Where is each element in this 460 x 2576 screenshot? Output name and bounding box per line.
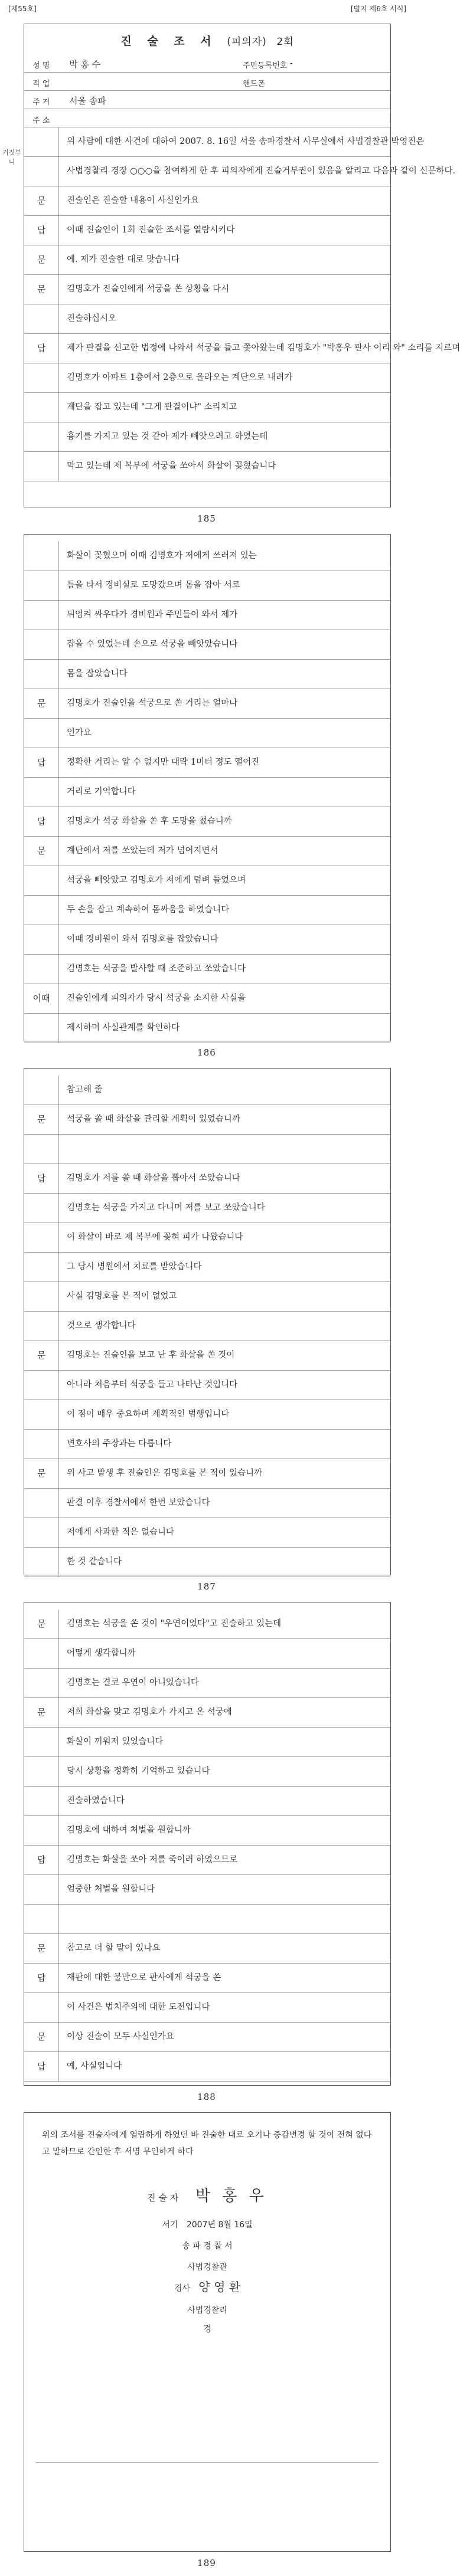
- statement-line: [24, 925, 390, 955]
- officer1-signature: 경사 양 영 환: [174, 2280, 241, 2294]
- line-marker: [24, 1757, 59, 1786]
- line-marker: [24, 1993, 59, 2022]
- page-186: [24, 534, 391, 1041]
- line-marker: 문: [24, 689, 59, 718]
- statement-line: [24, 1253, 390, 1282]
- line-text: 예, 사실입니다: [67, 2062, 122, 2071]
- line-text: 예. 제가 진술한 대로 맞습니다: [67, 255, 180, 264]
- line-marker: 답: [24, 1846, 59, 1874]
- page-187: [24, 1068, 391, 1575]
- line-text: 화살이 꽂혔으며 이때 김명호가 저에게 쓰러져 있는: [67, 551, 257, 561]
- line-text: 김명호에 대하여 처벌을 원합니까: [67, 1826, 191, 1835]
- line-text: 어떻게 생각합니까: [67, 1648, 136, 1658]
- line-marker: [24, 1223, 59, 1252]
- statement-line: [24, 1014, 390, 1043]
- statement-line: [24, 2023, 390, 2052]
- line-text: 막고 있는데 제 복부에 석궁을 쏘아서 화살이 꽂혔습니다: [67, 461, 276, 471]
- line-text: 저에게 사과한 적은 없습니다: [67, 1528, 174, 1537]
- left-margin-note: 거짓부니: [2, 149, 21, 166]
- line-text: 김명호는 석궁을 쏜 것이 "우연이었다"고 진술하고 있는데: [67, 1619, 282, 1628]
- info-name-row: 성 명 박 홍 수 주민등록번호 -: [24, 54, 390, 73]
- line-text: 잡을 수 있었는데 손으로 석궁을 빼앗았습니다: [67, 640, 238, 649]
- line-marker: 문: [24, 1341, 59, 1370]
- officer1-title: 사법경찰관: [187, 2263, 227, 2272]
- page-189: [24, 2112, 391, 2552]
- officer2-rank: 경: [203, 2325, 211, 2334]
- statement-line: [24, 1489, 390, 1518]
- line-text: 진술하십시오: [67, 314, 117, 323]
- line-marker: 문: [24, 1459, 59, 1488]
- info-address2-row: 주 소: [24, 109, 390, 127]
- date-row: 서기 2007년 8월 16일: [162, 2220, 253, 2230]
- line-marker: [24, 571, 59, 600]
- statement-line: [24, 216, 390, 245]
- line-text: 두 손을 잡고 계속하여 몸싸움을 하였습니다: [67, 905, 230, 915]
- divider: [36, 2462, 379, 2463]
- line-text: 제시하며 사실관계를 확인하다: [67, 1023, 180, 1033]
- statement-line: [24, 245, 390, 275]
- statement-line: [24, 1698, 390, 1728]
- line-text: 김명호가 석궁 화살을 쏜 후 도망을 쳤습니까: [67, 817, 232, 826]
- statement-line: [24, 334, 460, 363]
- line-marker: [24, 955, 59, 984]
- line-text: 엄중한 처벌을 원합니다: [67, 1885, 155, 1894]
- document-title: 진 술 조 서 (피의자) 2회: [120, 35, 294, 48]
- statement-line: [24, 1459, 390, 1489]
- page-185: [24, 24, 460, 507]
- line-marker: [24, 1194, 59, 1223]
- statement-line: [24, 1964, 390, 1993]
- statement-line: [24, 1875, 390, 1905]
- line-text: 저희 화살을 맞고 김명호가 가지고 온 석궁에: [67, 1707, 232, 1717]
- statement-line: [24, 601, 390, 630]
- line-marker: [24, 778, 59, 807]
- line-marker: [24, 1076, 59, 1105]
- statement-line: [24, 807, 390, 837]
- line-text: 이 점이 매우 중요하며 계획적인 범행입니다: [67, 1410, 230, 1419]
- line-marker: [24, 1548, 59, 1577]
- line-text: 한 것 같습니다: [67, 1557, 122, 1566]
- page-186-lines: [24, 542, 390, 1043]
- line-text: 판결 이후 경찰서에서 한번 보았습니다: [67, 1498, 210, 1507]
- statement-line: [24, 304, 390, 334]
- line-marker: [24, 1816, 59, 1845]
- statement-line: [24, 1934, 390, 1964]
- statement-line: [24, 778, 390, 807]
- line-marker: [24, 719, 59, 748]
- statement-line: [24, 1341, 390, 1371]
- statement-line: [24, 837, 390, 866]
- line-marker: 문: [24, 1105, 59, 1134]
- line-marker: [24, 866, 59, 895]
- statement-line: [24, 1312, 390, 1341]
- line-text: 김명호는 석궁을 가지고 다니며 저를 보고 쏘았습니다: [67, 1203, 265, 1212]
- line-marker: [24, 1282, 59, 1311]
- line-text: 계단을 잡고 있는데 "그게 판결이냐" 소리치고: [67, 402, 237, 412]
- line-text: 재판에 대한 불만으로 판사에게 석궁을 쏜: [67, 1973, 221, 1982]
- line-marker: [24, 422, 59, 451]
- line-marker: [24, 1430, 59, 1459]
- statement-line: [24, 571, 390, 601]
- line-text: 김명호가 진술인에게 석궁을 쏜 상황을 다시: [67, 284, 230, 294]
- line-marker: 답: [24, 748, 59, 777]
- line-text: 인가요: [67, 728, 92, 738]
- statement-line: [24, 1610, 390, 1639]
- line-marker: 문: [24, 1934, 59, 1963]
- line-text: 사실 김명호를 본 적이 없었고: [67, 1292, 177, 1301]
- info-address-row: 주 거 서울 송파: [24, 91, 390, 109]
- line-text: 김명호는 화살을 쏘아 저를 죽이려 하였으므로: [67, 1855, 238, 1864]
- line-text: 진술인은 진술할 내용이 사실인가요: [67, 196, 199, 205]
- statement-line: [24, 1194, 390, 1223]
- statement-line: [24, 719, 390, 748]
- statement-line: [24, 1993, 390, 2023]
- statement-line: [24, 452, 390, 481]
- line-text: 참고해 줄: [67, 1085, 103, 1094]
- line-text: 제가 판결을 선고한 법정에 나와서 석궁을 들고 쫓아왔는데 김명호가 "박홍우 판사 이리 와" 소리를 지르며: [67, 343, 460, 353]
- statement-line: [24, 896, 390, 925]
- statement-line: [24, 363, 390, 393]
- statement-line: [24, 1728, 390, 1757]
- line-text: 김명호는 진술인을 보고 난 후 화살을 쏜 것이: [67, 1351, 235, 1360]
- line-text: 것으로 생각합니다: [67, 1321, 136, 1330]
- statement-line: [24, 984, 390, 1014]
- closing-statement: 위의 조서를 진술자에게 열람하게 하였던 바 진술한 대로 오기나 증감변경 할 것이 전혀 없다고 말하므로 간인한 후 서명 무인하게 하다: [42, 2131, 372, 2157]
- line-marker: [24, 925, 59, 954]
- line-text: 이상 진술이 모두 사실인가요: [67, 2032, 174, 2041]
- line-marker: 답: [24, 1164, 59, 1193]
- line-text: 이때 경비원이 와서 김명호를 잡았습니다: [67, 935, 218, 944]
- form-label: [제55호]: [8, 5, 37, 13]
- line-text: 김명호가 아파트 1층에서 2층으로 올라오는 계단으로 내려가: [67, 373, 293, 382]
- statement-line: [24, 1105, 390, 1135]
- statement-line: [24, 689, 390, 719]
- line-marker: [24, 127, 59, 156]
- line-marker: 문: [24, 186, 59, 215]
- page-188-lines: [24, 1610, 390, 2082]
- line-marker: 답: [24, 807, 59, 836]
- line-text: 그 당시 병원에서 치료를 받았습니다: [67, 1262, 202, 1271]
- line-text: 몸을 잡았습니다: [67, 669, 128, 679]
- statement-line: [24, 1518, 390, 1548]
- line-marker: 답: [24, 334, 59, 363]
- line-text: 김명호가 진술인을 석궁으로 쏜 거리는 얼마나: [67, 699, 238, 708]
- line-marker: [24, 601, 59, 630]
- statement-line: [24, 2052, 390, 2082]
- line-marker: [24, 1489, 59, 1518]
- line-text: 김명호가 저를 쏠 때 화살을 뽑아서 쏘았습니다: [67, 1174, 240, 1183]
- statement-line: [24, 186, 390, 216]
- line-marker: [24, 1253, 59, 1282]
- statement-line: [24, 955, 390, 984]
- line-text: 김명호는 석궁을 발사할 때 조준하고 쏘았습니다: [67, 964, 246, 974]
- statement-line: [24, 748, 390, 778]
- statement-line: [24, 1816, 390, 1846]
- line-text: 계단에서 저를 쏘았는데 저가 넘어지면서: [67, 846, 218, 856]
- line-marker: [24, 1014, 59, 1043]
- statement-line: [24, 660, 390, 689]
- line-text: 화살이 끼워져 있었습니다: [67, 1737, 164, 1746]
- line-marker: [24, 1518, 59, 1547]
- line-text: 사법경찰리 경장 ○○○을 참여하게 한 후 피의자에게 진술거부권이 있음을 알리고 다음과 같이 신문하다.: [67, 166, 456, 176]
- police-office: 송 파 경 찰 서: [182, 2241, 233, 2251]
- line-marker: 이때: [24, 984, 59, 1013]
- line-marker: 문: [24, 1698, 59, 1727]
- statement-line: [24, 1846, 390, 1875]
- line-marker: [24, 452, 59, 481]
- statement-line: [24, 630, 390, 660]
- line-text: 변호사의 주장과는 다릅니다: [67, 1439, 172, 1448]
- line-marker: 문: [24, 837, 59, 866]
- line-text: 이때 진술인이 1회 진술한 조서를 열람시키다: [67, 225, 235, 235]
- line-text: 위 사고 발생 후 진술인은 김명호를 본 적이 있습니까: [67, 1469, 263, 1478]
- line-marker: [24, 1905, 59, 1933]
- line-text: 뒤엉켜 싸우다가 경비원과 주민들이 와서 제가: [67, 610, 238, 620]
- page-number-187: 187: [197, 1581, 216, 1592]
- line-text: 김명호는 결코 우연이 아니었습니다: [67, 1678, 199, 1687]
- statement-line: [24, 1223, 390, 1253]
- line-marker: 문: [24, 275, 59, 304]
- line-marker: [24, 1728, 59, 1756]
- line-marker: [24, 1669, 59, 1697]
- line-marker: [24, 1371, 59, 1400]
- line-text: 석궁을 빼앗았고 김명호가 저에게 덤벼 들었으며: [67, 876, 246, 885]
- info-job-row: 직 업 핸드폰: [24, 73, 390, 91]
- statement-line: [24, 1371, 390, 1400]
- line-marker: 문: [24, 245, 59, 274]
- statement-line: [24, 1135, 390, 1164]
- statement-line: [24, 1905, 390, 1934]
- line-text: 진술인에게 피의자가 당시 석궁을 소지한 사실을: [67, 994, 246, 1003]
- page-187-lines: [24, 1076, 390, 1577]
- statement-line: [24, 127, 425, 157]
- line-text: 거리로 기억합니다: [67, 787, 136, 797]
- line-text: 정확한 거리는 알 수 없지만 대략 1미터 정도 떨어진: [67, 758, 260, 767]
- statement-line: [24, 1430, 390, 1459]
- statement-line: [24, 1076, 390, 1105]
- line-text: 이 화살이 바로 제 복부에 꽂혀 피가 나왔습니다: [67, 1233, 243, 1242]
- line-marker: [24, 660, 59, 689]
- statement-line: [24, 866, 390, 896]
- line-marker: [24, 363, 59, 392]
- statement-line: [24, 157, 456, 186]
- officer2-title: 사법경찰리: [187, 2306, 227, 2315]
- page-185-lines: [24, 127, 460, 481]
- statement-line: [24, 1164, 390, 1194]
- line-text: 이 사건은 법치주의에 대한 도전입니다: [67, 2003, 210, 2012]
- line-text: 위 사람에 대한 사건에 대하여 2007. 8. 16일 서울 송파경찰서 사무실에서 사법경찰관 박영진은: [67, 137, 425, 146]
- line-text: 당시 상황을 정확히 기억하고 있습니다: [67, 1767, 210, 1776]
- page-number-189: 189: [197, 2558, 216, 2568]
- line-text: 석궁을 쏠 때 화살을 관리할 계획이 있었습니까: [67, 1115, 240, 1124]
- page-number-185: 185: [197, 513, 216, 524]
- line-marker: [24, 1787, 59, 1815]
- line-marker: 문: [24, 1610, 59, 1638]
- speaker-row: 진 술 자 박 홍 우: [147, 2187, 267, 2205]
- line-marker: [24, 1400, 59, 1429]
- line-marker: [24, 896, 59, 925]
- statement-line: [24, 1639, 390, 1669]
- line-text: 참고로 더 할 말이 있나요: [67, 1944, 161, 1953]
- line-marker: [24, 1639, 59, 1668]
- line-text: 흉기를 가지고 있는 것 같아 제가 빼앗으려고 하였는데: [67, 432, 268, 441]
- page-188: [24, 1602, 391, 2086]
- page-number-188: 188: [197, 2092, 216, 2102]
- line-marker: 답: [24, 216, 59, 245]
- page-number-186: 186: [197, 1047, 216, 1058]
- line-text: 진술하였습니다: [67, 1796, 125, 1805]
- line-text: 틈을 타서 경비실로 도망갔으며 몸을 잡아 서로: [67, 581, 240, 590]
- statement-line: [24, 1400, 390, 1430]
- line-text: 아니라 처음부터 석궁을 들고 나타난 것입니다: [67, 1380, 238, 1389]
- statement-line: [24, 1282, 390, 1312]
- line-marker: [24, 542, 59, 571]
- statement-line: [24, 275, 390, 304]
- line-marker: [24, 1135, 59, 1164]
- statement-line: [24, 1787, 390, 1816]
- statement-line: [24, 1757, 390, 1787]
- line-marker: [24, 157, 59, 186]
- statement-line: [24, 393, 390, 422]
- statement-line: [24, 422, 390, 452]
- line-marker: [24, 1875, 59, 1904]
- line-marker: [24, 304, 59, 333]
- statement-line: [24, 1669, 390, 1698]
- line-marker: [24, 1312, 59, 1341]
- statement-line: [24, 542, 390, 571]
- line-marker: [24, 393, 59, 422]
- statement-line: [24, 1548, 390, 1577]
- line-marker: 문: [24, 2023, 59, 2051]
- line-marker: 답: [24, 1964, 59, 1992]
- sheet-label: [별지 제6호 서식]: [350, 5, 406, 13]
- line-marker: [24, 630, 59, 659]
- line-marker: 답: [24, 2052, 59, 2081]
